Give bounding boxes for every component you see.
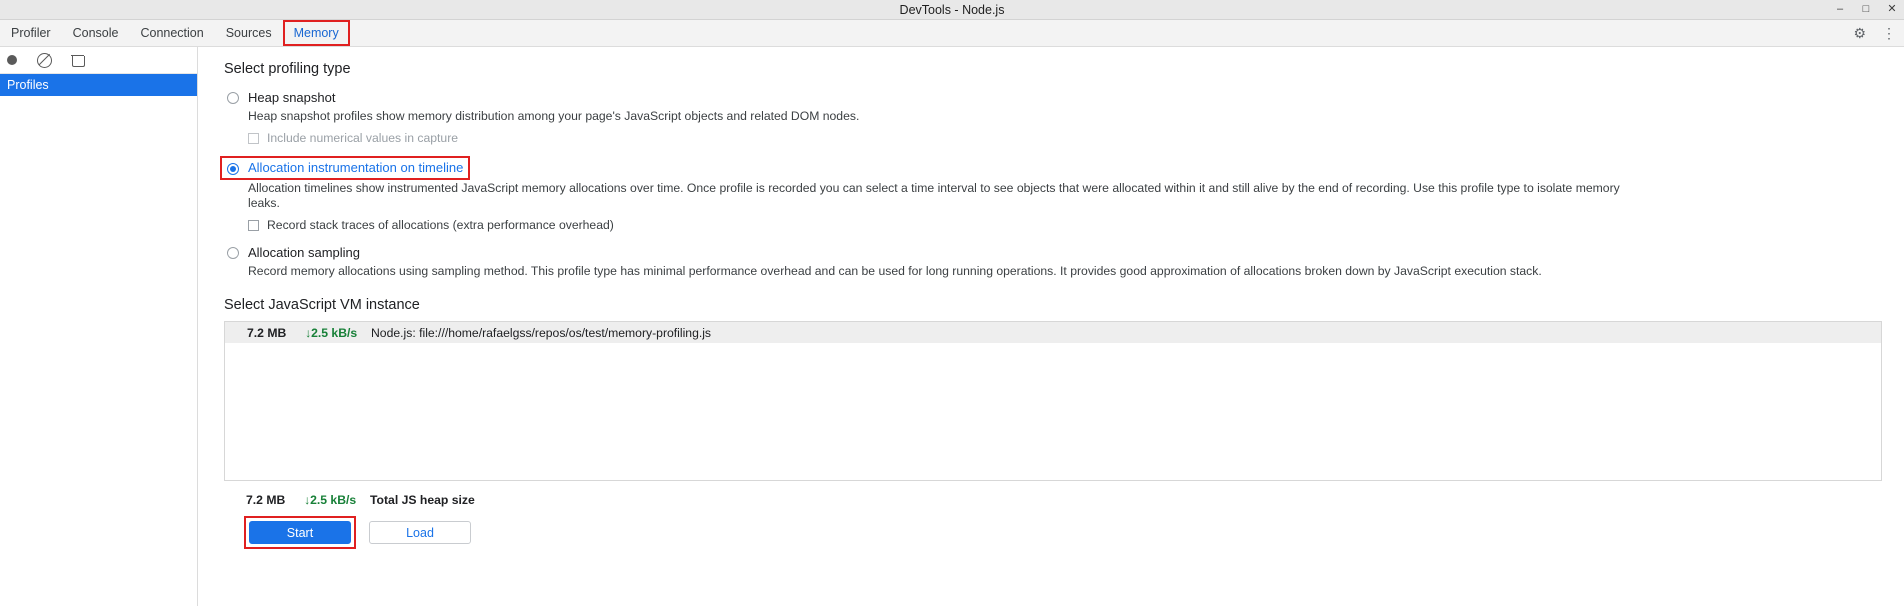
more-options-icon[interactable]: ⋮: [1882, 25, 1896, 41]
radio-row-heap-snapshot[interactable]: [224, 90, 1904, 106]
option-label-heap-snapshot: Heap snapshot: [248, 90, 336, 105]
option-description-heap-snapshot: Heap snapshot profiles show memory distribution among your page's JavaScript objects and related DOM nodes.: [248, 109, 860, 123]
load-button[interactable]: Load: [369, 521, 471, 544]
action-buttons: [246, 518, 1904, 547]
start-button-highlight: [246, 518, 354, 547]
total-heap-rate-value: ↓2.5 kB/s: [304, 493, 357, 507]
sidebar-item-label: Profiles: [7, 78, 49, 92]
tab-connection[interactable]: Connection: [140, 26, 204, 40]
sidebar-item-profiles[interactable]: [0, 74, 197, 96]
profiles-sidebar: [0, 47, 198, 606]
option-allocation-sampling: [224, 245, 1904, 279]
settings-gear-icon[interactable]: ⚙: [1853, 25, 1866, 41]
checkbox-record-stack-traces-icon[interactable]: [248, 220, 259, 231]
no-entry-icon[interactable]: [37, 53, 52, 68]
vm-heap-rate: ↓2.5 kB/s: [305, 325, 358, 340]
start-button[interactable]: Start: [249, 521, 351, 544]
vm-instance-name: Node.js: file:///home/rafaelgss/repos/os/test/memory-profiling.js: [371, 325, 712, 340]
devtools-tabstrip: [0, 20, 1904, 47]
radio-allocation-instrumentation-icon[interactable]: [227, 163, 239, 175]
record-dot-icon[interactable]: [7, 55, 17, 65]
devtools-body: [0, 47, 1904, 606]
radio-row-allocation-sampling[interactable]: [224, 245, 1904, 261]
option-label-allocation-instrumentation: Allocation instrumentation on timeline: [248, 160, 464, 175]
option-label-allocation-sampling: Allocation sampling: [248, 245, 361, 260]
option-heap-snapshot: [224, 90, 1904, 145]
option-description-allocation-sampling: Record memory allocations using sampling method. This profile type has minimal performance overhead and can be used for long running operations. It provides good approximation of allocations broken down by JavaScript execution stack.: [248, 264, 1542, 278]
close-icon[interactable]: ✕: [1887, 3, 1897, 15]
trash-icon[interactable]: [72, 54, 83, 66]
checkbox-label-record-stack-traces: Record stack traces of allocations (extra performance overhead): [267, 218, 614, 232]
memory-main-panel: [198, 47, 1904, 606]
vm-instance-title: Select JavaScript VM instance: [224, 297, 420, 313]
total-heap-size-value: 7.2 MB: [246, 493, 286, 507]
checkbox-row-record-stack-traces[interactable]: [248, 218, 1904, 232]
maximize-icon[interactable]: □: [1862, 3, 1870, 15]
tab-profiler[interactable]: Profiler: [11, 26, 51, 40]
profiles-toolbar: [0, 47, 197, 74]
radio-row-allocation-instrumentation[interactable]: [222, 158, 468, 178]
option-description-allocation-instrumentation: Allocation timelines show instrumented JavaScript memory allocations over time. Once profile is recorded you can select a time interval to see objects that were allocated within it and still alive by the end of recording. Use this profile type to isolate memory leaks.: [248, 181, 1620, 210]
window-controls: [1834, 0, 1898, 19]
window-titlebar: [0, 0, 1904, 20]
profiling-type-title: Select profiling type: [224, 61, 351, 77]
minimize-icon[interactable]: –: [1836, 3, 1844, 15]
checkbox-label-include-numerical-values: Include numerical values in capture: [267, 131, 459, 145]
total-heap-summary: [246, 493, 1904, 507]
total-heap-size-label: Total JS heap size: [370, 493, 475, 507]
vm-instance-list[interactable]: [224, 321, 1882, 481]
option-allocation-instrumentation: [224, 158, 1904, 232]
radio-heap-snapshot-icon[interactable]: [227, 92, 239, 104]
tabstrip-actions: [1853, 20, 1896, 46]
vm-instance-row[interactable]: [225, 322, 1881, 343]
window-title: DevTools - Node.js: [899, 2, 1005, 17]
radio-allocation-sampling-icon[interactable]: [227, 247, 239, 259]
vm-heap-size: 7.2 MB: [247, 325, 287, 340]
tab-memory[interactable]: Memory: [283, 20, 350, 46]
checkbox-row-include-numerical-values[interactable]: [248, 131, 1904, 145]
tab-sources[interactable]: Sources: [225, 26, 272, 40]
tab-console[interactable]: Console: [72, 26, 119, 40]
checkbox-include-numerical-values-icon[interactable]: [248, 133, 259, 144]
